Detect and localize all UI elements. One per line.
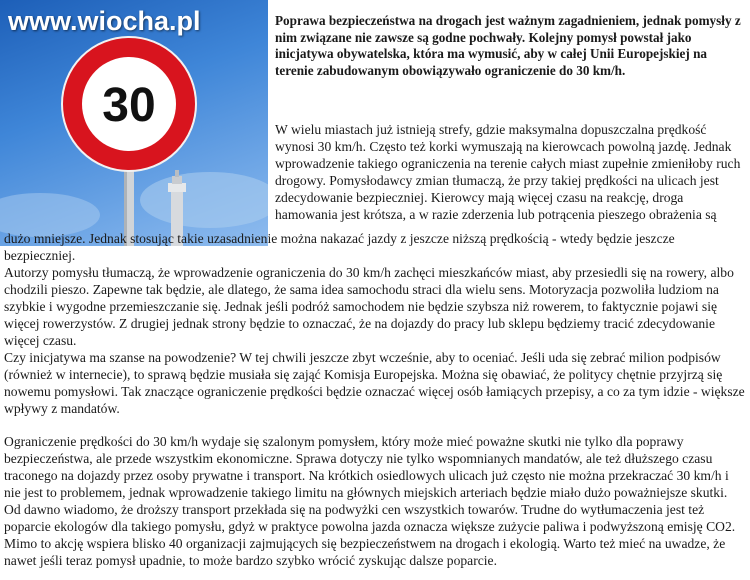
article-paragraph-2: Autorzy pomysłu tłumaczą, że wprowadzenie ograniczenia do 30 km/h zachęci mieszkańców miast, aby przesiedli się na rowery, albo chodzili pieszo. Zapewne tak będzie, ale dlatego, że sama idea samochodu straci dla wielu sens. Motoryzacja pozwoliła ludziom na szybkie i wygodne przemieszczanie się. Jednak jeśli podróż samochodem nie będzie szybsza niż rowerem, to faktycznie pojawi się więcej rowerzystów. Z drugiej jednak strony będzie to oznaczać, że na dojazdy do pracy lub sklepu będziemy tracić zdecydowanie więcej czasu. [4, 265, 734, 348]
watermark-logo: www.wiocha.pl [8, 6, 201, 36]
article-lead: Poprawa bezpieczeństwa na drogach jest ważnym zagadnieniem, jednak pomysły z nim związane nie zawsze są godne pochwały. Kolejny pomysł powstał jako inicjatywa obywatelska, która ma wymusić, aby w całej Unii Europejskiej na terenie zabudowanym obowiązywało ograniczenie do 30 km/h. [275, 13, 741, 78]
article-paragraph-3: Czy inicjatywa ma szanse na powodzenie? W tej chwili jeszcze zbyt wcześnie, aby to oceniać. Jeśli uda się zebrać milion podpisów (również w internecie), to sprawą będzie musiała się zająć Komisja Europejska. Można się obawiać, że politycy chętnie przyjrzą się nowemu pomysłowi. Tak znaczące ograniczenie prędkości będzie oznaczać więcej osób łamiących przepisy, a co za tym idzie - większe wpływy z mandatów. [4, 350, 745, 416]
speed-limit-photo [0, 0, 268, 246]
article-paragraph-1: W wielu miastach już istnieją strefy, gdzie maksymalna dopuszczalna prędkość wynosi 30 km/h. Często też korki wymuszają na kierowcach powolną jazdę. Jednak wprowadzenie takiego ograniczenia na terenie całych miast zupełnie zmieniłoby ruch drogowy. Pomysłodawcy zmian tłumaczą, że przy takiej prędkości na ulicach jest zdecydowanie bezpieczniej. Kierowcy mają więcej czasu na reakcję, droga hamowania jest krótsza, a w razie zderzenia lub potrącenia pieszego obrażenia są [275, 122, 741, 222]
article-paragraph-4: Ograniczenie prędkości do 30 km/h wydaje się szalonym pomysłem, który może mieć poważne skutki nie tylko dla poprawy bezpieczeństwa, ale przede wszystkim ekonomiczne. Sprawa dotyczy nie tylko wspomnianych mandatów, ale też dłuższego czasu traconego na dojazdy przez osoby prywatne i transport. Na krótkich osiedlowych ulicach już często nie można przekraczać 30 km/h i nie jest to problemem, jednak wprowadzenie takiego limitu na głównych miejskich arteriach będzie miało dużo poważniejsze skutki. Od dawno wiadomo, że droższy transport przekłada się na podwyżki cen wszystkich towarów. Trudne do wytłumaczenia jest też poparcie ekologów dla takiego pomysłu, gdyż w praktyce powolna jazda oznacza większe zużycie paliwa i podwyższoną emisję CO2. Mimo to akcję wspiera blisko 40 organizacji zajmujących się bezpieczeństwem na drogach i ekologią. Warto też mieć na uwadze, że nawet jeśli teraz pomysł upadnie, to może bardzo szybko wrócić zyskując dalsze poparcie. [4, 434, 736, 568]
cloud-shape [140, 172, 268, 228]
article-paragraph-1-continued: dużo mniejsze. Jednak stosując takie uzasadnienie można nakazać jazdy z jeszcze niższą prędkością - wtedy będzie jeszcze bezpieczniej. [4, 231, 675, 263]
sign-number: 30 [102, 79, 156, 132]
